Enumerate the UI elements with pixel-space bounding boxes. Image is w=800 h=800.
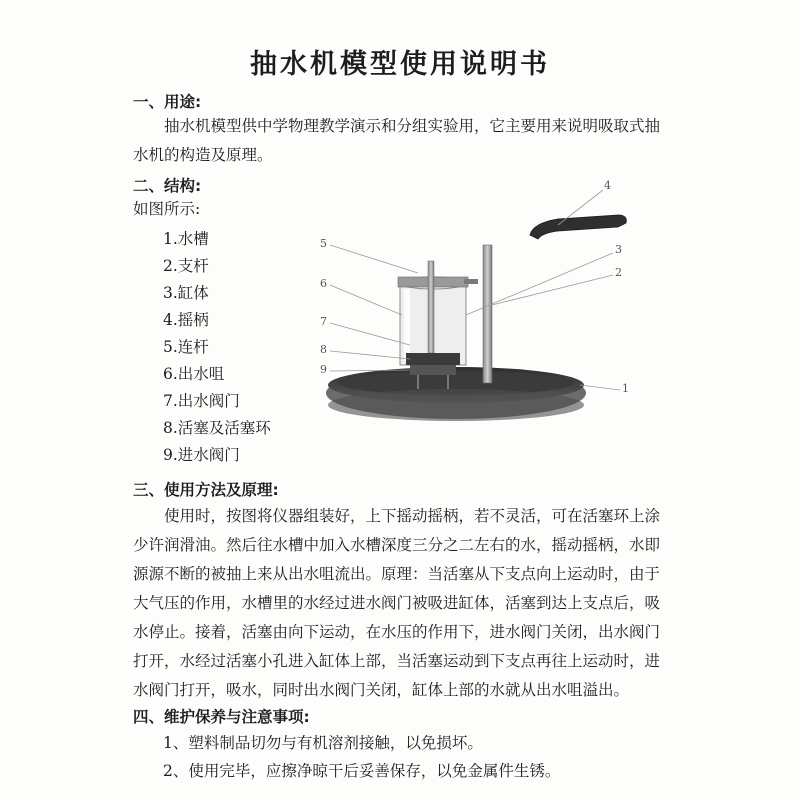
part-item: 1.水槽: [163, 230, 209, 248]
water-trough: [326, 367, 586, 421]
part-item: 6.出水咀: [163, 365, 225, 383]
pump-model-figure: [318, 175, 658, 440]
usage-line-2: 少许润滑油。然后往水槽中加入水槽深度三分之二左右的水，摇动摇柄，水即: [133, 536, 661, 554]
section-heading-usage: 三、使用方法及原理:: [133, 481, 279, 499]
document-title: 抽水机模型使用说明书: [250, 49, 550, 80]
connecting-rod: [428, 261, 434, 353]
section-heading-purpose: 一、用途:: [133, 93, 202, 111]
part-item: 7.出水阀门: [163, 392, 240, 410]
usage-line-5: 水停止。接着，活塞由向下运动，在水压的作用下，进水阀门关闭，出水阀门: [133, 623, 661, 641]
part-item: 3.缸体: [163, 284, 209, 302]
section-heading-structure: 二、结构:: [133, 177, 202, 195]
callout-label: 1: [622, 382, 629, 395]
callout-label: 4: [604, 179, 611, 192]
part-item: 4.摇柄: [163, 311, 209, 329]
spout: [464, 279, 478, 284]
handle: [530, 215, 626, 239]
inlet-valve: [410, 365, 456, 375]
maintenance-note-1: 1、塑料制品切勿与有机溶剂接触，以免损坏。: [163, 734, 483, 752]
purpose-line-2: 水机的构造及原理。: [133, 146, 273, 164]
piston: [406, 353, 460, 365]
callout-label: 2: [615, 266, 622, 279]
part-item: 9.进水阀门: [163, 446, 240, 464]
part-item: 5.连杆: [163, 338, 209, 356]
callout-label: 6: [320, 277, 327, 290]
part-item: 8.活塞及活塞环: [163, 419, 271, 437]
usage-line-7: 水阀门打开，吸水，同时出水阀门关闭，缸体上部的水就从出水咀溢出。: [133, 681, 630, 699]
callout-label: 9: [320, 363, 327, 376]
usage-line-1: 使用时，按图将仪器组装好，上下摇动摇柄，若不灵活，可在活塞环上涂: [164, 507, 661, 525]
usage-line-3: 源源不断的被抽上来从出水咀流出。原理：当活塞从下支点向上运动时，由于: [133, 565, 661, 583]
callout-label: 7: [320, 315, 327, 328]
pump-model-illustration: [318, 175, 658, 440]
purpose-line-1: 抽水机模型供中学物理教学演示和分组实验用，它主要用来说明吸取式抽: [164, 117, 661, 135]
part-item: 2.支杆: [163, 257, 209, 275]
parts-list: [163, 226, 271, 469]
support-rod: [483, 245, 492, 383]
callout-label: 5: [320, 237, 327, 250]
section-heading-maintenance: 四、维护保养与注意事项:: [133, 708, 310, 726]
callout-label: 3: [615, 243, 622, 256]
usage-line-6: 打开，水经过活塞小孔进入缸体上部，当活塞运动到下支点再往上运动时，进: [133, 652, 661, 670]
structure-intro: 如图所示:: [133, 200, 201, 218]
maintenance-note-2: 2、使用完毕，应擦净晾干后妥善保存，以免金属件生锈。: [163, 762, 561, 780]
usage-line-4: 大气压的作用，水槽里的水经过进水阀门被吸进缸体，活塞到达上支点后，吸: [133, 594, 661, 612]
callout-label: 8: [320, 343, 327, 356]
